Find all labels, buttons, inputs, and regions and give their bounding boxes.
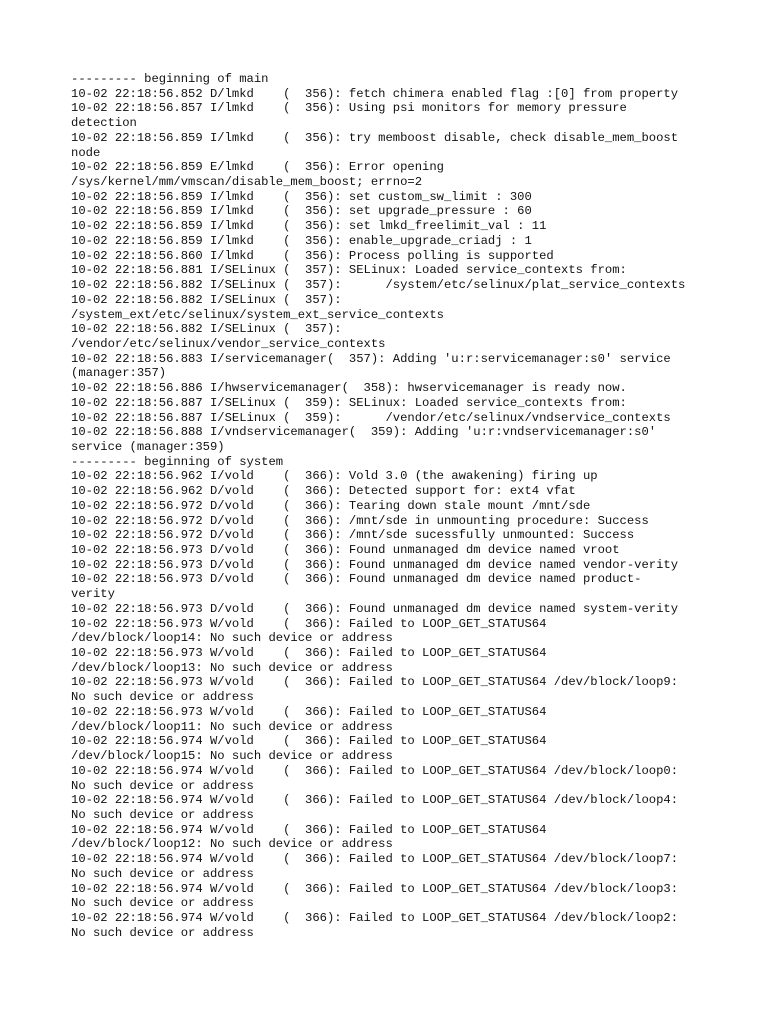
- log-line: 10-02 22:18:56.962 I/vold ( 366): Vold 3.0 (the awakening) firing up: [71, 469, 598, 484]
- log-line: service (manager:359): [71, 439, 225, 454]
- log-line: /dev/block/loop12: No such device or address: [71, 837, 393, 852]
- log-lines: [71, 72, 711, 940]
- log-line: 10-02 22:18:56.882 I/SELinux ( 357):: [71, 292, 342, 307]
- log-line: No such device or address: [71, 866, 254, 881]
- log-line: 10-02 22:18:56.882 I/SELinux ( 357):: [71, 322, 342, 337]
- log-line: No such device or address: [71, 690, 254, 705]
- log-line: 10-02 22:18:56.882 I/SELinux ( 357): /system/etc/selinux/plat_service_contexts: [71, 278, 686, 293]
- log-line: 10-02 22:18:56.859 I/lmkd ( 356): set upgrade_pressure : 60: [71, 204, 532, 219]
- log-line: 10-02 22:18:56.860 I/lmkd ( 356): Process polling is supported: [71, 248, 554, 263]
- log-line: 10-02 22:18:56.974 W/vold ( 366): Failed to LOOP_GET_STATUS64 /dev/block/loop3:: [71, 881, 679, 896]
- log-line: 10-02 22:18:56.973 D/vold ( 366): Found unmanaged dm device named product-: [71, 572, 642, 587]
- log-line: 10-02 22:18:56.973 W/vold ( 366): Failed to LOOP_GET_STATUS64 /dev/block/loop9:: [71, 675, 679, 690]
- log-line: No such device or address: [71, 925, 254, 940]
- log-line: 10-02 22:18:56.852 D/lmkd ( 356): fetch chimera enabled flag :[0] from property: [71, 86, 679, 101]
- log-line: 10-02 22:18:56.972 D/vold ( 366): /mnt/sde sucessfully unmounted: Success: [71, 528, 635, 543]
- log-line: /dev/block/loop11: No such device or address: [71, 719, 393, 734]
- log-line: 10-02 22:18:56.881 I/SELinux ( 357): SELinux: Loaded service_contexts from:: [71, 263, 627, 278]
- log-line: 10-02 22:18:56.859 I/lmkd ( 356): enable_upgrade_criadj : 1: [71, 233, 532, 248]
- log-line: /sys/kernel/mm/vmscan/disable_mem_boost; errno=2: [71, 175, 423, 190]
- log-line: /dev/block/loop15: No such device or address: [71, 749, 393, 764]
- log-line: 10-02 22:18:56.973 W/vold ( 366): Failed to LOOP_GET_STATUS64: [71, 616, 547, 631]
- log-line: detection: [71, 116, 137, 131]
- log-line: 10-02 22:18:56.974 W/vold ( 366): Failed to LOOP_GET_STATUS64 /dev/block/loop4:: [71, 793, 679, 808]
- log-line: 10-02 22:18:56.973 D/vold ( 366): Found unmanaged dm device named vendor-verity: [71, 557, 679, 572]
- log-line: 10-02 22:18:56.973 D/vold ( 366): Found unmanaged dm device named vroot: [71, 543, 620, 557]
- log-line: 10-02 22:18:56.962 D/vold ( 366): Detected support for: ext4 vfat: [71, 484, 576, 499]
- log-line: 10-02 22:18:56.974 W/vold ( 366): Failed to LOOP_GET_STATUS64: [71, 822, 547, 837]
- log-line: 10-02 22:18:56.888 I/vndservicemanager( 359): Adding 'u:r:vndservicemanager:s0': [71, 425, 657, 440]
- log-document: [71, 72, 711, 940]
- log-line: 10-02 22:18:56.887 I/SELinux ( 359): /vendor/etc/selinux/vndservice_contexts: [71, 410, 671, 425]
- log-line: /dev/block/loop14: No such device or address: [71, 631, 393, 646]
- log-line: 10-02 22:18:56.974 W/vold ( 366): Failed to LOOP_GET_STATUS64 /dev/block/loop7:: [71, 852, 679, 867]
- log-line: 10-02 22:18:56.887 I/SELinux ( 359): SELinux: Loaded service_contexts from:: [71, 395, 627, 410]
- log-line: 10-02 22:18:56.973 D/vold ( 366): Found unmanaged dm device named system-verity: [71, 601, 679, 616]
- log-line: /dev/block/loop13: No such device or address: [71, 660, 393, 675]
- log-line: No such device or address: [71, 778, 254, 793]
- log-line: 10-02 22:18:56.859 I/lmkd ( 356): set lmkd_freelimit_val : 11: [71, 219, 547, 234]
- log-line: --------- beginning of system: [71, 454, 284, 469]
- log-line: 10-02 22:18:56.973 W/vold ( 366): Failed to LOOP_GET_STATUS64: [71, 704, 547, 719]
- log-line: 10-02 22:18:56.974 W/vold ( 366): Failed to LOOP_GET_STATUS64 /dev/block/loop2:: [71, 910, 679, 925]
- log-line: 10-02 22:18:56.859 I/lmkd ( 356): set custom_sw_limit : 300: [71, 189, 532, 204]
- log-line: /vendor/etc/selinux/vendor_service_contexts: [71, 336, 386, 351]
- log-line: No such device or address: [71, 807, 254, 822]
- log-line: 10-02 22:18:56.972 D/vold ( 366): /mnt/sde in unmounting procedure: Success: [71, 513, 649, 528]
- log-line: /system_ext/etc/selinux/system_ext_service_contexts: [71, 307, 444, 322]
- log-line: 10-02 22:18:56.974 W/vold ( 366): Failed to LOOP_GET_STATUS64: [71, 734, 547, 749]
- log-line: --------- beginning of main: [71, 72, 269, 86]
- log-line: 10-02 22:18:56.973 W/vold ( 366): Failed to LOOP_GET_STATUS64: [71, 646, 547, 661]
- log-line: 10-02 22:18:56.859 I/lmkd ( 356): try memboost disable, check disable_mem_boost: [71, 130, 679, 145]
- log-line: 10-02 22:18:56.974 W/vold ( 366): Failed to LOOP_GET_STATUS64 /dev/block/loop0:: [71, 763, 679, 778]
- log-line: No such device or address: [71, 896, 254, 911]
- log-line: 10-02 22:18:56.972 D/vold ( 366): Tearing down stale mount /mnt/sde: [71, 498, 591, 513]
- log-line: (manager:357): [71, 366, 167, 381]
- log-line: node: [71, 145, 101, 160]
- log-line: verity: [71, 587, 115, 602]
- log-line: 10-02 22:18:56.857 I/lmkd ( 356): Using psi monitors for memory pressure: [71, 101, 627, 116]
- log-line: 10-02 22:18:56.883 I/servicemanager( 357): Adding 'u:r:servicemanager:s0' service: [71, 351, 671, 366]
- log-line: 10-02 22:18:56.859 E/lmkd ( 356): Error opening: [71, 160, 444, 175]
- log-line: 10-02 22:18:56.886 I/hwservicemanager( 358): hwservicemanager is ready now.: [71, 381, 627, 396]
